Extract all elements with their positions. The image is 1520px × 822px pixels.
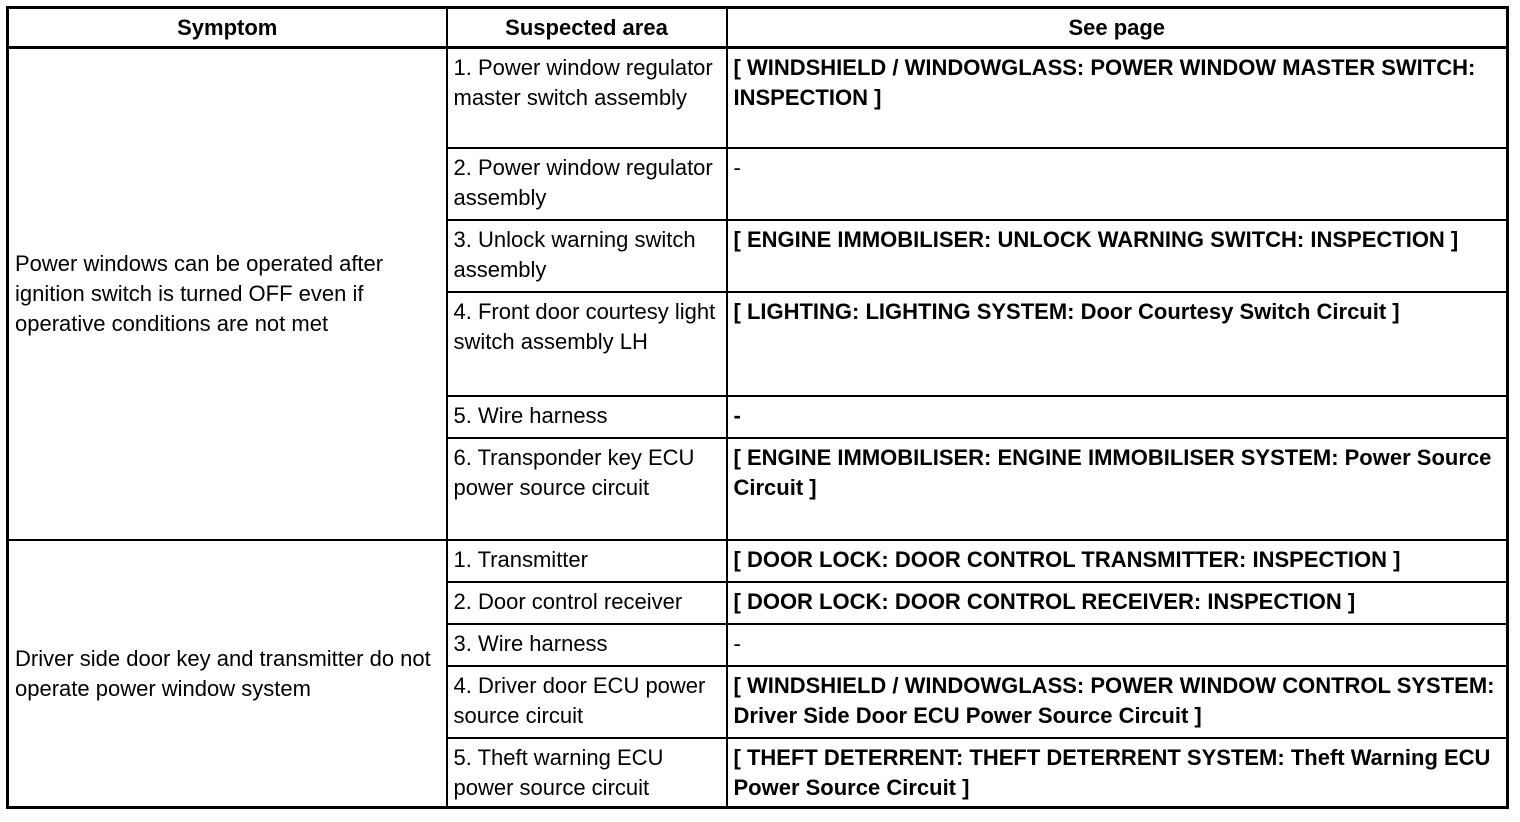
see-page-cell: - — [727, 624, 1508, 666]
see-page-link[interactable]: [ DOOR LOCK: DOOR CONTROL TRANSMITTER: INSPECTION ] — [727, 540, 1508, 582]
table-row — [8, 48, 1508, 148]
troubleshooting-table — [6, 6, 1509, 809]
see-page-link[interactable]: [ WINDSHIELD / WINDOWGLASS: POWER WINDOW MASTER SWITCH: INSPECTION ] — [727, 48, 1508, 148]
header-see-page: See page — [727, 8, 1508, 48]
see-page-link[interactable]: [ THEFT DETERRENT: THEFT DETERRENT SYSTEM: Theft Warning ECU Power Source Circuit ] — [727, 738, 1508, 808]
see-page-cell: - — [727, 396, 1508, 438]
symptom-cell: Driver side door key and transmitter do not operate power window system — [8, 540, 447, 808]
suspected-area-cell: 4. Front door courtesy light switch assembly LH — [447, 292, 727, 396]
suspected-area-cell: 2. Power window regulator assembly — [447, 148, 727, 220]
see-page-link[interactable]: [ ENGINE IMMOBILISER: ENGINE IMMOBILISER SYSTEM: Power Source Circuit ] — [727, 438, 1508, 540]
see-page-link[interactable]: [ WINDSHIELD / WINDOWGLASS: POWER WINDOW CONTROL SYSTEM: Driver Side Door ECU Power Source Circuit ] — [727, 666, 1508, 738]
symptom-cell: Power windows can be operated after ignition switch is turned OFF even if operative conditions are not met — [8, 48, 447, 540]
see-page-link[interactable]: [ DOOR LOCK: DOOR CONTROL RECEIVER: INSPECTION ] — [727, 582, 1508, 624]
suspected-area-cell: 4. Driver door ECU power source circuit — [447, 666, 727, 738]
suspected-area-cell: 5. Theft warning ECU power source circuit — [447, 738, 727, 808]
suspected-area-cell: 5. Wire harness — [447, 396, 727, 438]
see-page-link[interactable]: [ ENGINE IMMOBILISER: UNLOCK WARNING SWITCH: INSPECTION ] — [727, 220, 1508, 292]
table-row — [8, 540, 1508, 582]
troubleshooting-table-container — [6, 6, 1506, 809]
header-row — [8, 8, 1508, 48]
header-symptom: Symptom — [8, 8, 447, 48]
suspected-area-cell: 3. Unlock warning switch assembly — [447, 220, 727, 292]
suspected-area-cell: 2. Door control receiver — [447, 582, 727, 624]
suspected-area-cell: 1. Power window regulator master switch assembly — [447, 48, 727, 148]
suspected-area-cell: 6. Transponder key ECU power source circuit — [447, 438, 727, 540]
header-suspected-area: Suspected area — [447, 8, 727, 48]
suspected-area-cell: 1. Transmitter — [447, 540, 727, 582]
see-page-cell: - — [727, 148, 1508, 220]
suspected-area-cell: 3. Wire harness — [447, 624, 727, 666]
see-page-link[interactable]: [ LIGHTING: LIGHTING SYSTEM: Door Courtesy Switch Circuit ] — [727, 292, 1508, 396]
